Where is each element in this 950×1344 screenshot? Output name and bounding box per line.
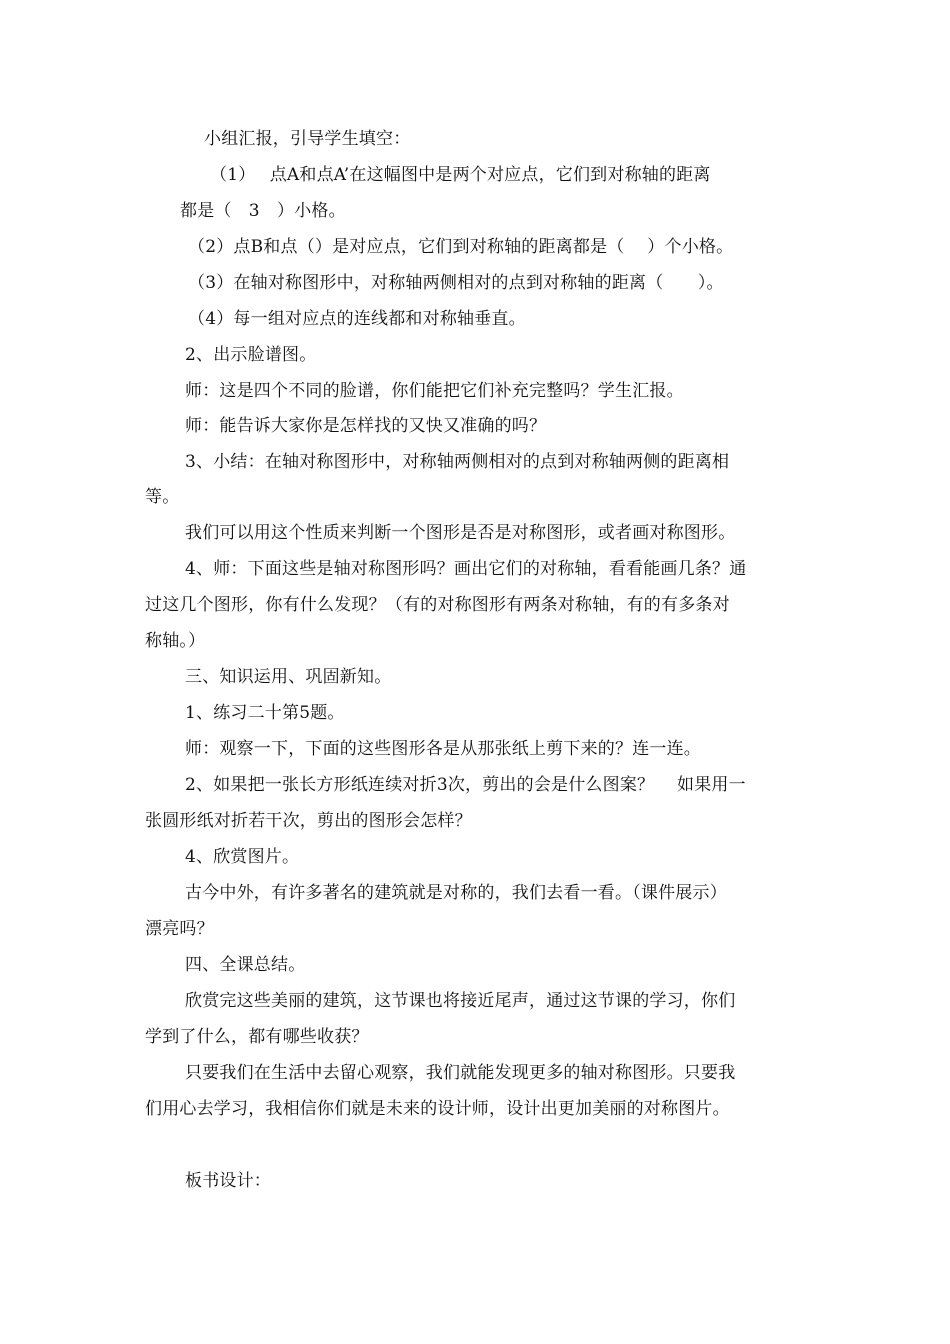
text-line: 师：观察一下，下面的这些图形各是从那张纸上剪下来的？连一连。	[185, 739, 701, 759]
text-line: 只要我们在生活中去留心观察，我们就能发现更多的轴对称图形。只要我	[185, 1063, 736, 1083]
text-line: 漂亮吗？	[145, 919, 214, 939]
text-line: （4）每一组对应点的连线都和对称轴垂直。	[188, 309, 526, 329]
text-line: 小组汇报，引导学生填空：	[204, 129, 411, 149]
text-line: 们用心去学习，我相信你们就是未来的设计师，设计出更加美丽的对称图片。	[145, 1099, 730, 1119]
text-line: 1、练习二十第5题。	[185, 703, 345, 723]
text-line: 等。	[145, 487, 180, 507]
text-line: （2）点B和点（）是对应点，它们到对称轴的距离都是（ ）个小格。	[188, 237, 734, 257]
text-line: 2、出示脸谱图。	[185, 345, 317, 365]
text-line: 我们可以用这个性质来判断一个图形是否是对称图形，或者画对称图形。	[185, 523, 736, 543]
text-line: 4、欣赏图片。	[185, 847, 300, 867]
text-line: 古今中外，有许多著名的建筑就是对称的，我们去看一看。（课件展示）	[185, 883, 727, 903]
text-line: 四、全课总结。	[185, 955, 306, 975]
text-line: 都是（ 3 ）小格。	[180, 201, 346, 221]
text-line: 3、小结：在轴对称图形中，对称轴两侧相对的点到对称轴两侧的距离相	[185, 452, 730, 472]
text-line: 4、师：下面这些是轴对称图形吗？画出它们的对称轴，看看能画几条？通	[185, 559, 747, 579]
text-line: 称轴。）	[145, 631, 206, 651]
text-line: 三、知识运用、巩固新知。	[185, 667, 392, 687]
text-line: （3）在轴对称图形中，对称轴两侧相对的点到对称轴的距离（ ）。	[188, 273, 724, 293]
text-line: 师：这是四个不同的脸谱，你们能把它们补充完整吗？学生汇报。	[185, 381, 684, 401]
text-line: 学到了什么，都有哪些收获？	[145, 1027, 369, 1047]
text-line: 2、如果把一张长方形纸连续对折3次，剪出的会是什么图案？ 如果用一	[185, 775, 746, 795]
text-line: 张圆形纸对折若干次，剪出的图形会怎样？	[145, 811, 472, 831]
text-line: 师：能告诉大家你是怎样找的又快又准确的吗？	[185, 416, 547, 436]
text-line: 过这几个图形，你有什么发现？（有的对称图形有两条对称轴，有的有多条对	[145, 595, 730, 615]
text-line: 欣赏完这些美丽的建筑，这节课也将接近尾声，通过这节课的学习，你们	[185, 991, 736, 1011]
text-line: 板书设计：	[185, 1171, 271, 1191]
text-line: （1） 点A和点A’在这幅图中是两个对应点，它们到对称轴的距离	[210, 165, 711, 185]
